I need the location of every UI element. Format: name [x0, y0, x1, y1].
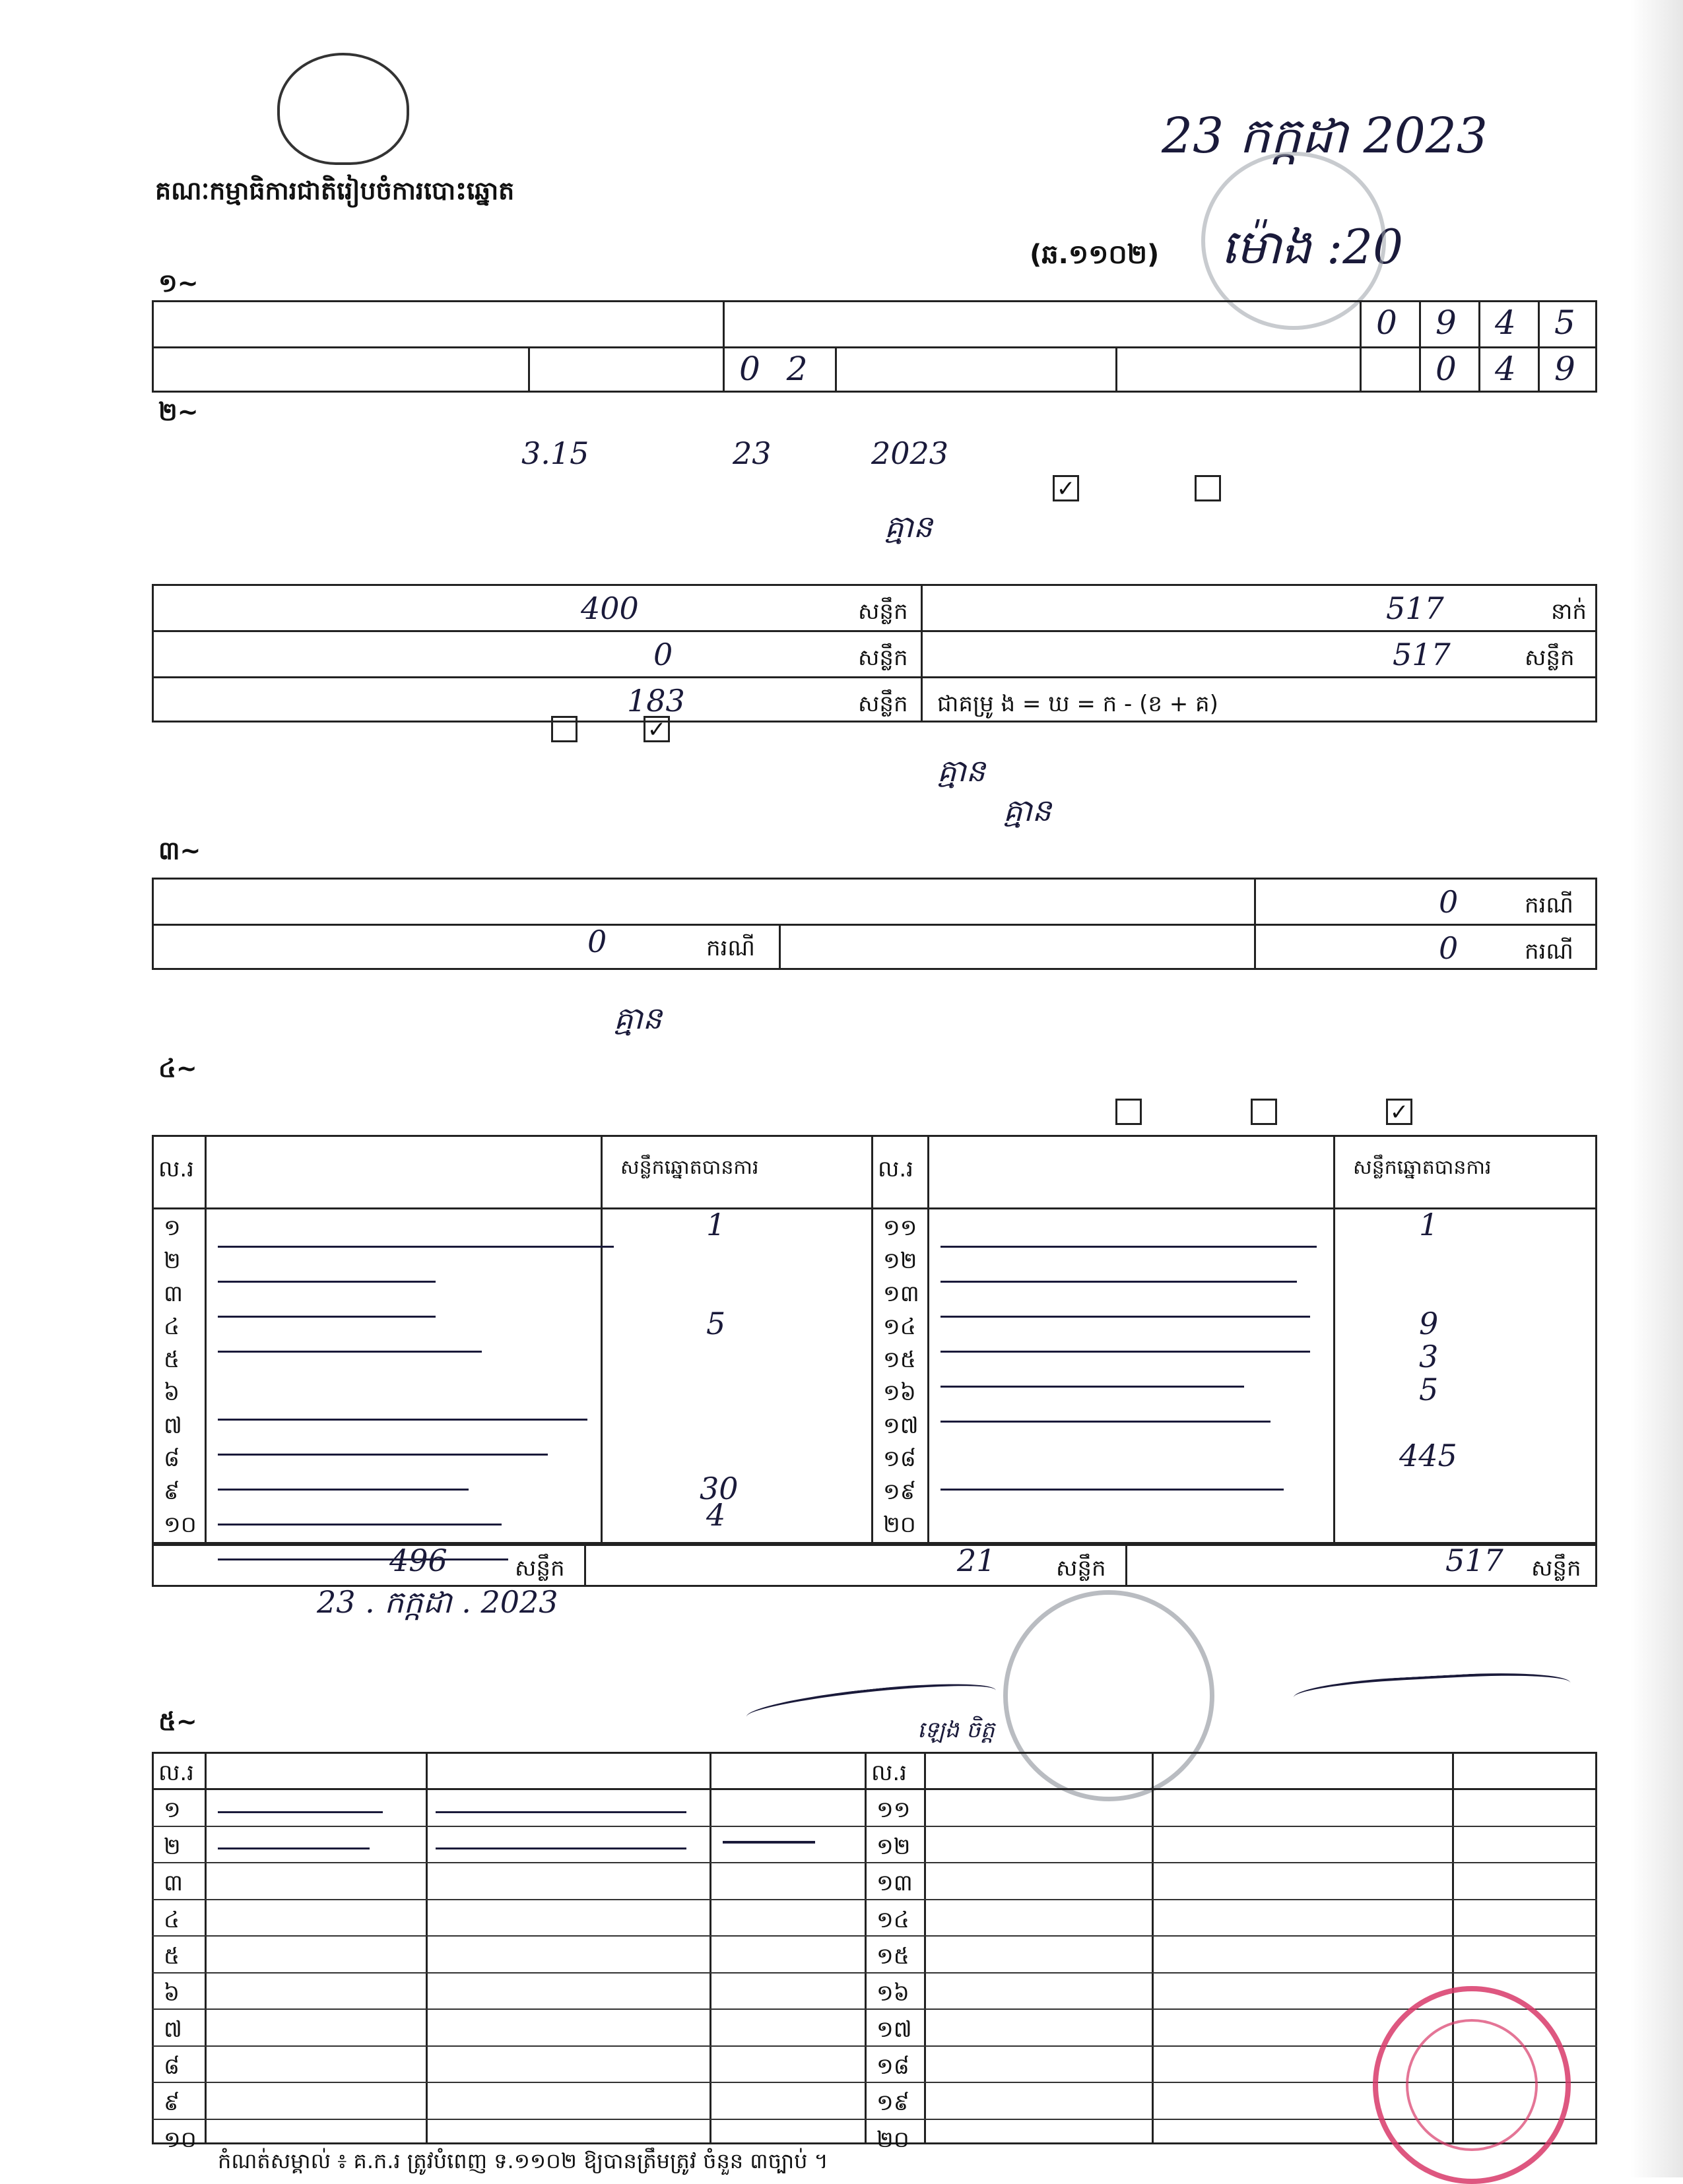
row-votes: 9 — [1419, 1306, 1439, 1341]
table-row — [865, 1900, 1597, 1937]
has-diff-checkbox[interactable] — [551, 716, 578, 742]
row-number: ៥ — [164, 1943, 180, 1970]
ballots-unused-value: 183 — [627, 683, 685, 719]
count-time: 3.15 — [521, 435, 589, 471]
unit-ballot-a: សន្លឹក — [858, 598, 908, 625]
commune-code-2: 4 — [1495, 350, 1516, 388]
witness-col-no-left: ល.រ — [158, 1760, 194, 1786]
row-number: ១៦ — [883, 1380, 916, 1406]
row-number: ៧ — [164, 2016, 182, 2043]
table-row — [152, 2083, 865, 2120]
row-number: ៣ — [164, 1281, 183, 1307]
ballots-spoiled-value: 0 — [653, 637, 673, 672]
row-number: ១៤ — [876, 1906, 909, 1933]
unit-ballot-e: សន្លឹក — [1525, 645, 1575, 671]
row-number: ១៩ — [883, 1479, 916, 1505]
row-number: ៩ — [164, 1479, 180, 1505]
appeal-count-value: 0 — [1439, 930, 1459, 966]
section4-number: ៤~ — [158, 1054, 197, 1083]
table-row — [865, 1937, 1597, 1974]
resolved-count-value: 0 — [587, 924, 607, 959]
signature-note: ឡេង ចិត្ត — [917, 1717, 995, 1743]
note-none-2: គ្មាន — [937, 753, 985, 788]
section3-number: ៣~ — [158, 836, 201, 865]
row-number: ១ — [164, 1215, 181, 1241]
intact-checkbox[interactable]: ✓ — [1053, 475, 1079, 501]
row-number: ១១ — [883, 1215, 917, 1241]
sheet-2-checkbox[interactable] — [1251, 1099, 1277, 1125]
polling-code-1: 0 — [1376, 304, 1397, 342]
total-box-value: 517 — [1445, 1543, 1503, 1578]
table-row — [865, 1863, 1597, 1900]
row-number: ៨ — [164, 2053, 180, 2080]
row-number: ១៥ — [876, 1943, 909, 1970]
row-number: ២០ — [876, 2126, 909, 2153]
handwritten-time: ម៉ោង :20 — [1221, 219, 1403, 274]
section2-number: ២~ — [158, 397, 199, 426]
row-votes: 3 — [1419, 1339, 1439, 1374]
note-none-4: គ្មាន — [614, 1000, 662, 1036]
unit-ballot-c: សន្លឹក — [858, 691, 908, 717]
witness-2-scribble — [218, 1847, 370, 1849]
row-number: ២ — [164, 1833, 181, 1860]
table-row — [152, 1900, 865, 1937]
count-day: 23 — [733, 435, 772, 471]
unit-ballot-box: សន្លឹក — [1531, 1555, 1581, 1582]
right-party-name-scribbles — [940, 1213, 1323, 1491]
witness-1-scribble — [218, 1811, 383, 1813]
row-number: ១៨ — [883, 1446, 916, 1472]
row-votes: 1 — [1419, 1207, 1439, 1242]
witness-signature-2 — [723, 1841, 815, 1844]
unit-ballot-valid: សន្លឹក — [515, 1555, 565, 1582]
report-date: 23 . កក្កដា . 2023 — [317, 1584, 558, 1620]
commune-code-3: 9 — [1554, 350, 1575, 388]
ballots-received-value: 400 — [581, 591, 639, 626]
row-number: ៣ — [164, 1870, 183, 1896]
witness-col-no-right: ល.រ — [871, 1760, 907, 1786]
sheet-1-checkbox[interactable] — [1115, 1099, 1142, 1125]
total-valid-value: 496 — [389, 1543, 447, 1578]
unit-ballot-invalid: សន្លឹក — [1056, 1555, 1106, 1582]
row-number: ១៣ — [883, 1281, 919, 1307]
row-number: ១១ — [876, 1797, 911, 1823]
no-diff-checkbox[interactable]: ✓ — [644, 716, 670, 742]
table-row — [152, 1937, 865, 1974]
table-row — [152, 2010, 865, 2047]
row-number: ៤ — [164, 1314, 180, 1340]
note-none-1: គ្មាន — [884, 509, 933, 544]
unit-case-1: ករណី — [1525, 892, 1573, 918]
commune-code-1: 0 — [1436, 350, 1457, 388]
row-votes: 5 — [706, 1306, 726, 1341]
section1-number: ១~ — [158, 269, 199, 298]
unit-person: នាក់ — [1551, 598, 1587, 625]
unit-case-3: ករណី — [1525, 938, 1573, 965]
table-row — [152, 1863, 865, 1900]
row-votes: 30 — [700, 1471, 739, 1506]
row-number: ១៩ — [876, 2090, 909, 2116]
witness-1-party-scribble — [436, 1811, 686, 1813]
table-row — [871, 1506, 1597, 1539]
row-number: ១៥ — [883, 1347, 916, 1373]
unit-case-2: ករណី — [706, 935, 755, 961]
row-number: ៧ — [164, 1413, 182, 1439]
col-votes-left: សន្លឹកឆ្នោតបានការ — [620, 1156, 759, 1179]
witness-2-party-scribble — [436, 1847, 686, 1849]
row-number: ២ — [164, 1248, 181, 1274]
section5-number: ៥~ — [158, 1707, 197, 1736]
note-none-3: គ្មាន — [1003, 792, 1051, 828]
form-code: (ឆ.១១០២) — [1030, 240, 1160, 270]
voters-voted-value: 517 — [1386, 591, 1444, 626]
secretary-signature — [1293, 1669, 1571, 1719]
appeal-total-value: 0 — [1439, 884, 1459, 920]
table-row — [152, 2047, 865, 2084]
row-number: ១៨ — [876, 2053, 909, 2080]
handwritten-date: 23 កក្កដា 2023 — [1162, 108, 1488, 164]
table-row — [152, 1790, 865, 1827]
row-votes: 4 — [706, 1497, 726, 1533]
unit-ballot-b: សន្លឹក — [858, 645, 908, 671]
not-intact-checkbox[interactable] — [1195, 475, 1221, 501]
row-number: ១២ — [876, 1833, 911, 1860]
row-number: ៦ — [164, 1380, 180, 1406]
polling-code-2: 9 — [1436, 304, 1457, 342]
table-row — [152, 1974, 865, 2010]
col-votes-right: សន្លឹកឆ្នោតបានការ — [1353, 1156, 1492, 1179]
formula: ជាគម្រូ ង = ឃ = ក - (ខ + គ) — [937, 691, 1218, 717]
row-number: ៤ — [164, 1906, 180, 1933]
count-year: 2023 — [871, 435, 949, 471]
row-number: ១២ — [883, 1248, 917, 1274]
row-number: ១៣ — [876, 1870, 913, 1896]
totals-row — [152, 1544, 1597, 1587]
row-number: ១៤ — [883, 1314, 916, 1340]
row-number: ១៧ — [876, 2016, 912, 2043]
left-party-name-scribbles — [218, 1213, 587, 1560]
witness-rows-left — [152, 1790, 865, 2155]
polling-code-3: 4 — [1495, 304, 1516, 342]
polling-code-4: 5 — [1554, 304, 1575, 342]
right-edge-shadow — [1630, 0, 1683, 2177]
row-number: ៩ — [164, 2090, 180, 2116]
row-number: ២០ — [883, 1512, 916, 1538]
table-row — [865, 1827, 1597, 1864]
table-row — [865, 1790, 1597, 1827]
row-votes: 445 — [1399, 1438, 1457, 1473]
row-number: ១០ — [164, 2126, 197, 2153]
row-votes: 1 — [706, 1207, 726, 1242]
row-number: ១៦ — [876, 1979, 909, 2007]
sheet-3-checkbox[interactable]: ✓ — [1386, 1099, 1412, 1125]
row-votes: 5 — [1419, 1372, 1439, 1407]
row-number: ៦ — [164, 1979, 180, 2007]
footer-note: កំណត់សម្គាល់ ៖ គ.ក.រ ត្រូវបំពេញ ទ.១១០២ ឱ្យបានត្រឹមត្រូវ ចំនួន ៣ច្បាប់ ។ — [218, 2148, 828, 2173]
total-invalid-value: 21 — [957, 1543, 996, 1578]
row-number: ១០ — [164, 1512, 197, 1538]
ballots-in-box-value: 517 — [1393, 637, 1451, 672]
table-row — [152, 1827, 865, 1864]
row-number: ៨ — [164, 1446, 180, 1472]
committee-label: គណៈកម្មាធិការជាតិរៀបចំការបោះឆ្នោត — [155, 176, 515, 205]
province-code: 02 — [739, 350, 834, 388]
row-number: ១៧ — [883, 1413, 919, 1439]
col-no-left: ល.រ — [158, 1156, 194, 1182]
col-no-right: ល.រ — [878, 1156, 913, 1182]
national-emblem — [277, 53, 409, 165]
red-stamp-inner — [1406, 2019, 1538, 2151]
row-number: ៥ — [164, 1347, 180, 1373]
row-number: ១ — [164, 1797, 181, 1823]
